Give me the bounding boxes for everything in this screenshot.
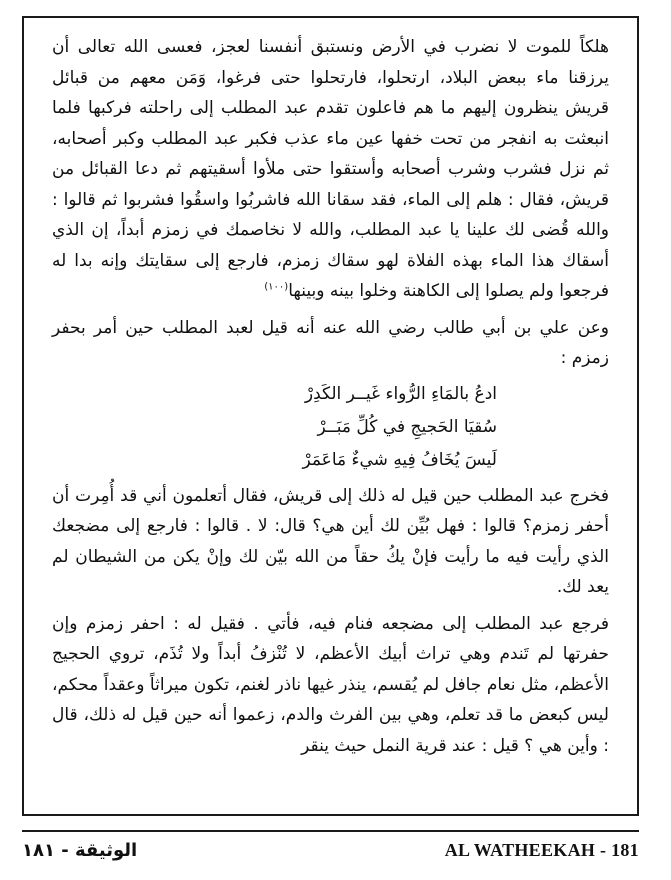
poem-block: [52, 378, 609, 477]
poem-line: سُقيَا الحَجيجِ في كُلِّ مَبَــرْ: [317, 416, 497, 437]
paragraph-1: [52, 32, 609, 307]
poem-line: ادعُ بالمَاءِ الرُّواء غَيــر الكَدِرْ: [304, 383, 497, 404]
paragraph-1-text: هلكاً للموت لا نضرب في الأرض ونستبق أنفسنا لعجز، فعسى الله تعالى أن يرزقنا ماء ببعض البلاد، ارتحلوا، فارتحلوا حتى فرغوا، وَمَن معهم من قبائل قريش ينظرون إليهم ما هم فاعلون تقدم عبد المطلب إلى راحلته فركبها فلما انبعثت به انفجر من تحت خفها عين ماء عذب فكبر عبد المطلب وكبر أصحابه، ثم نزل فشرب وشرب أصحابه وأستقوا حتى ملأوا أسقيتهم ثم دعا القبائل من قريش، فقال : هلم إلى الماء، فقد سقانا الله فاشربُوا واسقُوا فشربوا ثم قالوا : والله قُضى لك علينا يا عبد المطلب، والله لا نخاصمك في زمزم أبداً، إن الذي أسقاك هذا الماء بهذه الفلاة لهو سقاك زمزم، فارجع إلى سقايتك وإنه بدا له فرجعوا ولم يصلوا إلى الكاهنة وخلوا بينه وبينها: [52, 37, 609, 301]
page-footer: [22, 830, 639, 866]
footer-latin-page-number: AL WATHEEKAH - 181: [444, 840, 639, 860]
poem-line: لَيسَ يُخَافُ فِيهِ شيءٌ مَاعَمَرْ: [302, 449, 497, 470]
footer-arabic-page-number: الوثيقة - ١٨١: [22, 840, 138, 861]
paragraph-2: وعن علي بن أبي طالب رضي الله عنه أنه قيل لعبد المطلب حين أمر بحفر زمزم :: [52, 317, 609, 368]
footer-divider: [22, 830, 639, 832]
footnote-marker: (١٠٠): [264, 281, 289, 293]
page-frame: [22, 16, 639, 816]
paragraph-3: فخرج عبد المطلب حين قيل له ذلك إلى قريش، فقال أتعلمون أني قد أُمِرت أن أحفر زمزم؟ قالوا : فهل بُيِّن لك أين هي؟ قال: لا . قالوا : فارجع إلى مضجعك الذي رأيت فيه ما رأيت فإنْ يكُ حقاً من الله بيّن لك وإنْ يكن من الشيطان لم يعد لك.: [52, 485, 609, 597]
paragraph-4: فرجع عبد المطلب إلى مضجعه فنام فيه، فأتي . فقيل له : احفر زمزم وإن حفرتها لم تَندم وهي تراث أبيك الأعظم، لا تُنْزفُ أبداً ولا تُذَم، تروي الحجيج الأعظم، مثل نعام جافل لم يُقسم، ينذر غيها ناذر لغنم، تكون ميراثاً وعقداً محكم، ليس كبعض ما قد تعلم، وهي بين الفرث والدم، زعموا أنه حين قيل له ذلك، قال : وأين هي ؟ قيل : عند قرية النمل حيث ينقر: [52, 613, 609, 756]
page-body: [52, 32, 609, 804]
